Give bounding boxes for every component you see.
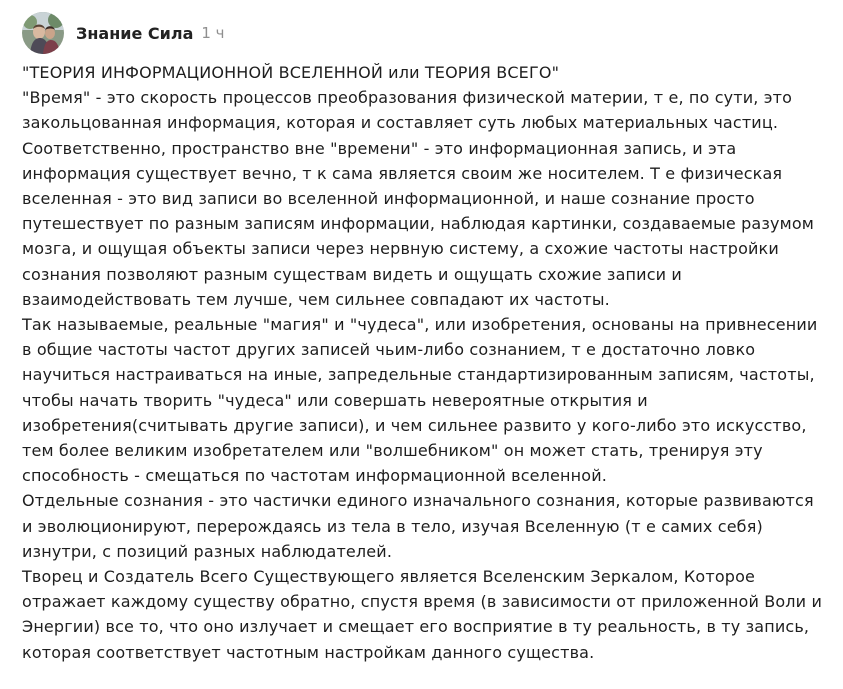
post-timestamp[interactable]: 1 ч	[201, 24, 225, 42]
avatar[interactable]	[22, 12, 64, 54]
post-paragraph: Отдельные сознания - это частички единого изначального сознания, которые развиваются и эволюционируют, перерождаясь из тела в тело, изучая Вселенную (т е самих себя) изнутри, с позиций разных наблюдателей.	[22, 491, 814, 561]
post-header	[22, 12, 225, 54]
post-paragraph: Творец и Создатель Всего Существующего является Вселенским Зеркалом, Которое отражает каждому существу обратно, спустя время (в зависимости от приложенной Воли и Энергии) все то, что оно излучает и смещает его восприятие в ту реальность, в ту запись, которая соответствует частотным настройкам данного существа.	[22, 567, 823, 662]
post-paragraph-title: "ТЕОРИЯ ИНФОРМАЦИОННОЙ ВСЕЛЕННОЙ или ТЕОРИЯ ВСЕГО"	[22, 63, 560, 82]
post-paragraph: Так называемые, реальные "магия" и "чудеса", или изобретения, основаны на привнесении в общие частоты частот других записей чьим-либо сознанием, т е достаточно ловко научиться настраиваться на иные, запредельные стандартизированным записям, частоты, чтобы начать творить "чудеса" или совершать невероятные открытия и изобретения(считывать другие записи), и чем сильнее развито у кого-либо это искусство, тем более великим изобретателем или "волшебником" он может стать, тренируя эту способность - смещаться по частотам информационной вселенной.	[22, 315, 818, 486]
user-avatar-photo-icon	[22, 12, 64, 54]
post-paragraph: "Время" - это скорость процессов преобразования физической материи, т е, по сути, это закольцованная информация, которая и составляет суть любых материальных частиц. Соответственно, пространство вне "времени" - это информационная запись, и эта информация существует вечно, т к сама является своим же носителем. Т е физическая вселенная - это вид записи во вселенной информационной, и наше сознание просто путешествует по разным записям информации, наблюдая картинки, создаваемые разумом мозга, и ощущая объекты записи через нервную систему, а схожие частоты настройки сознания позволяют разным существам видеть и ощущать схожие записи и взаимодействовать тем лучше, чем сильнее совпадают их частоты.	[22, 88, 815, 309]
author-name[interactable]: Знание Сила	[76, 23, 194, 43]
post-text	[22, 60, 828, 665]
